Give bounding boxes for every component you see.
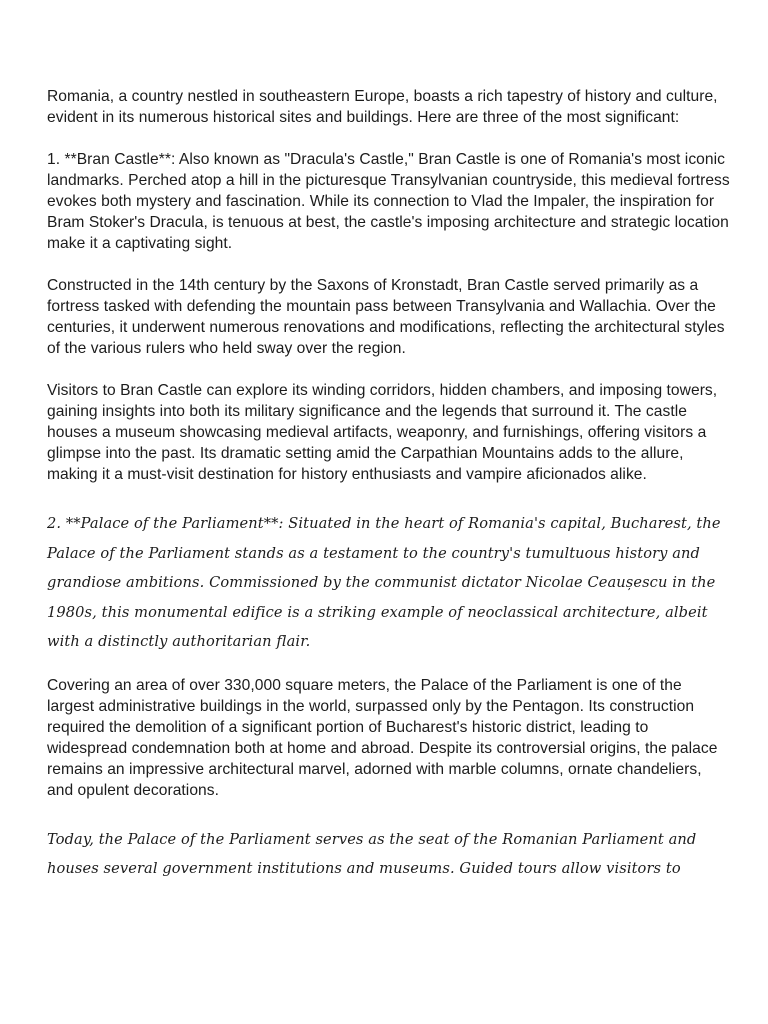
bran-castle-paragraph: 1. **Bran Castle**: Also known as "Dracula's Castle," Bran Castle is one of Romania's most iconic landmarks. Perched atop a hill in the picturesque Transylvanian countryside, this medieval fortress evokes both mystery and fascination. While its connection to Vlad the Impaler, the inspiration for Bram Stoker's Dracula, is tenuous at best, the castle's imposing architecture and strategic location make it a captivating sight. bbox=[47, 151, 730, 252]
bran-castle-visitors-paragraph: Visitors to Bran Castle can explore its winding corridors, hidden chambers, and imposing towers, gaining insights into both its military significance and the legends that surround it. The castle houses a museum showcasing medieval artifacts, weaponry, and furnishings, offering visitors a glimpse into the past. Its dramatic setting amid the Carpathian Mountains adds to the allure, making it a must-visit destination for history enthusiasts and vampire aficionados alike. bbox=[47, 382, 718, 483]
palace-today-paragraph: Today, the Palace of the Parliament serves as the seat of the Romanian Parliament and houses several government institutions and museums. Guided tours allow visitors to bbox=[47, 830, 697, 877]
document-page bbox=[47, 86, 732, 884]
palace-parliament-paragraph: 2. **Palace of the Parliament**: Situated in the heart of Romania's capital, Bucharest, the Palace of the Parliament stands as a testament to the country's tumultuous history and grandiose ambitions. Commissioned by the communist dictator Nicolae Ceaușescu in the 1980s, this monumental edifice is a striking example of neoclassical architecture, albeit with a distinctly authoritarian flair. bbox=[47, 515, 721, 650]
palace-area-paragraph: Covering an area of over 330,000 square meters, the Palace of the Parliament is one of the largest administrative buildings in the world, surpassed only by the Pentagon. Its construction required the demolition of a significant portion of Bucharest's historic district, leading to widespread condemnation both at home and abroad. Despite its controversial origins, the palace remains an impressive architectural marvel, adorned with marble columns, ornate chandeliers, and opulent decorations. bbox=[47, 676, 718, 799]
intro-paragraph: Romania, a country nestled in southeastern Europe, boasts a rich tapestry of history and culture, evident in its numerous historical sites and buildings. Here are three of the most significant: bbox=[47, 88, 718, 126]
bran-castle-history-paragraph: Constructed in the 14th century by the Saxons of Kronstadt, Bran Castle served primarily as a fortress tasked with defending the mountain pass between Transylvania and Wallachia. Over the centuries, it underwent numerous renovations and modifications, reflecting the architectural styles of the various rulers who held sway over the region. bbox=[47, 277, 725, 357]
